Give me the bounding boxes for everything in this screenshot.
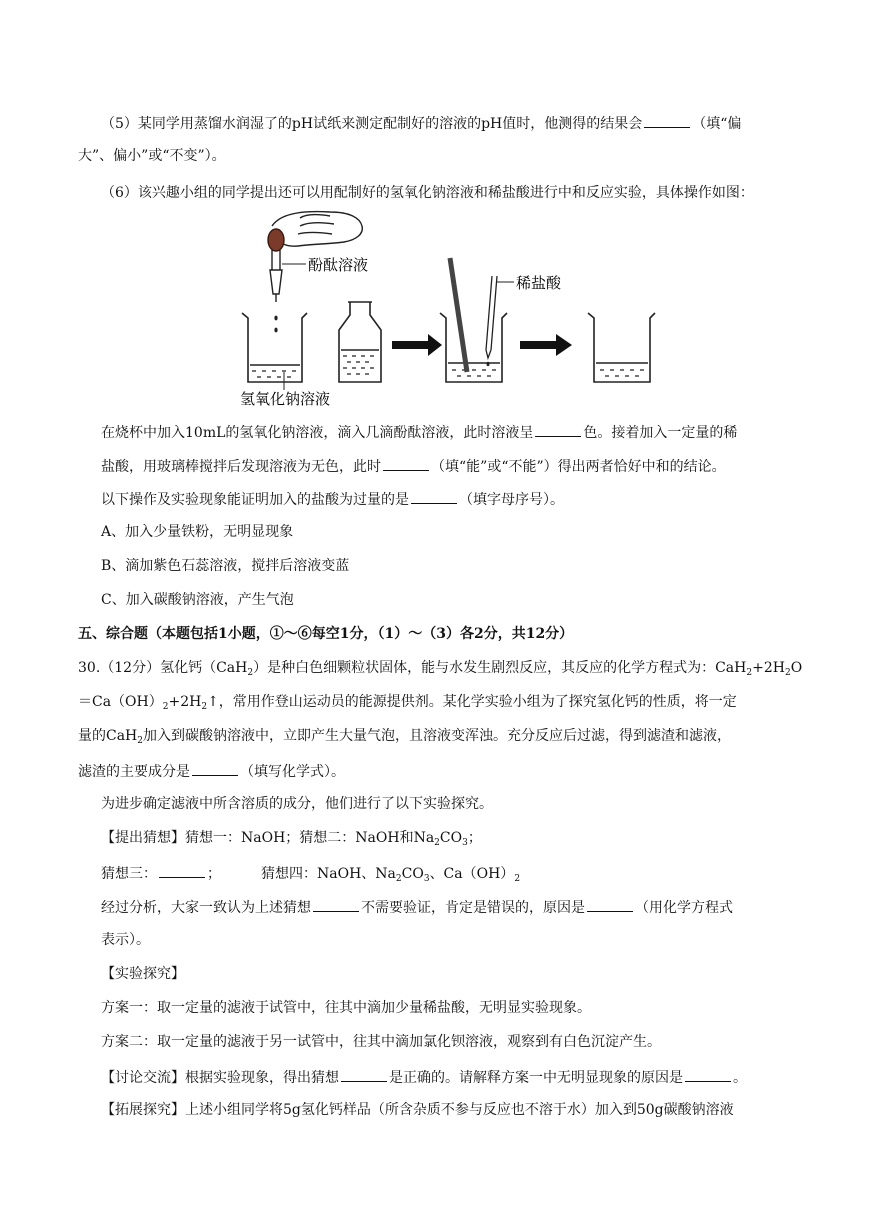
explanation-blank[interactable] — [685, 1066, 731, 1082]
q30-line-3 — [78, 726, 731, 751]
label-dilute-hcl: 稀盐酸 — [516, 274, 562, 292]
q6-p1-text-a: 在烧杯中加入10mL的氢氧化钠溶液，滴入几滴酚酞溶液，此时溶液呈 — [101, 425, 534, 441]
plan-2: 方案二：取一定量的滤液于另一试管中，往其中滴加氯化钡溶液，观察到有白色沉淀产生。 — [101, 1034, 661, 1050]
option-b: B、滴加紫色石蕊溶液，搅拌后溶液变蓝 — [101, 558, 350, 574]
q30-l4-a: 滤渣的主要成分是 — [78, 764, 190, 780]
can-answer-blank[interactable] — [383, 455, 429, 471]
q30-l1-a: 30.（12分）氢化钙（CaH — [78, 660, 248, 676]
q5-text-b: （填“偏 — [692, 116, 742, 132]
q6-para-line-2 — [101, 455, 726, 477]
disc-b: 是正确的。请解释方案一中无明显现象的原因是 — [389, 1070, 683, 1086]
q30-l2-a: ＝Ca（OH） — [78, 694, 163, 710]
beaker-3 — [588, 313, 655, 382]
subscript: 2 — [137, 736, 144, 746]
hyp-l2-a: 猜想三： — [101, 866, 157, 882]
q6-p3-text-b: （填字母序号）。 — [459, 492, 564, 508]
q6-para-line-1 — [101, 421, 737, 443]
subscript: 2 — [162, 702, 169, 712]
q6-p2-text-a: 盐酸，用玻璃棒搅拌后发现溶液为无色，此时 — [101, 459, 381, 475]
q30-l2-b: +2H — [168, 694, 202, 710]
q30-l1-c: +2H — [752, 660, 785, 676]
subscript: 2 — [434, 838, 440, 848]
label-naoh-solution: 氢氧化钠溶液 — [240, 390, 331, 408]
subscript: 2 — [784, 668, 791, 678]
section-5-heading: 五、综合题（本题包括1小题，①～⑥每空1分，（1）～（3）各2分，共12分） — [78, 626, 574, 642]
q30-l3-b: 加入到碳酸钠溶液中，立即产生大量气泡，且溶液变浑浊。充分反应后过滤，得到滤渣和滤液， — [143, 728, 732, 744]
subscript: 3 — [462, 838, 468, 848]
color-answer-blank[interactable] — [535, 421, 581, 437]
q30-l1-d: O — [790, 660, 803, 676]
hyp-l2-e: 、Ca（OH） — [429, 866, 515, 882]
disc-a: 【讨论交流】根据实验现象，得出猜想 — [101, 1070, 339, 1086]
option-c: C、加入碳酸钠溶液，产生气泡 — [101, 592, 294, 608]
subscript: 2 — [746, 668, 753, 678]
q6-p3-text-a: 以下操作及实验现象能证明加入的盐酸为过量的是 — [101, 492, 409, 508]
option-a: A、加入少量铁粉，无明显现象 — [101, 524, 294, 540]
hypothesis-line-1 — [101, 828, 482, 853]
subscript: 2 — [201, 702, 208, 712]
hyp-l2-b: ； — [207, 866, 221, 882]
q6-p2-text-b: （填“能”或“不能”）得出两者恰好中和的结论。 — [431, 459, 726, 475]
hypothesis-line-2 — [101, 862, 520, 889]
ana-a: 经过分析，大家一致认为上述猜想 — [101, 900, 311, 916]
q5-line-2: 大”、偏小”或“不变”）。 — [78, 148, 226, 164]
beaker-2 — [440, 313, 507, 382]
subscript: 2 — [247, 668, 254, 678]
ana-b: 不需要验证，肯定是错误的，原因是 — [361, 900, 585, 916]
arrow-right-icon — [392, 334, 442, 356]
q6-para-line-3 — [101, 488, 564, 510]
analysis-line-2: 表示）。 — [101, 932, 150, 948]
wrong-hypothesis-blank[interactable] — [313, 896, 359, 912]
reason-equation-blank[interactable] — [587, 896, 633, 912]
analysis-line-1 — [101, 896, 733, 918]
residue-answer-blank[interactable] — [192, 760, 238, 776]
letter-answer-blank[interactable] — [411, 488, 457, 504]
subscript: 3 — [423, 874, 430, 884]
disc-c: 。 — [733, 1070, 747, 1086]
ana-c: （用化学方程式 — [635, 900, 733, 916]
hyp-l2-c: 猜想四：NaOH、Na — [261, 866, 396, 882]
subscript: 2 — [395, 874, 402, 884]
discussion-line — [101, 1066, 747, 1088]
q6-intro: （6）该兴趣小组的同学提出还可以用配制好的氢氧化钠溶液和稀盐酸进行中和反应实验，具体操作如图： — [101, 185, 754, 201]
q5-text-a: （5）某同学用蒸馏水润湿了的pH试纸来测定配制好的溶液的pH值时，他测得的结果会 — [101, 116, 643, 132]
q30-l1-b: ）是种白色细颗粒状固体，能与水发生剧烈反应，其反应的化学方程式为：CaH — [253, 660, 747, 676]
hyp-l1-c: ； — [467, 830, 482, 846]
q6-p1-text-b: 色。接着加入一定量的稀 — [583, 425, 738, 441]
plan-1: 方案一：取一定量的滤液于试管中，往其中滴加少量稀盐酸，无明显实验现象。 — [101, 1000, 591, 1016]
hyp-l1-a: 【提出猜想】猜想一：NaOH；猜想二：NaOH和Na — [101, 830, 435, 846]
q30-line-4 — [78, 760, 345, 782]
q30-line-5: 为进步确定滤液中所含溶质的成分，他们进行了以下实验探究。 — [101, 796, 493, 812]
q30-l3-a: 量的CaH — [78, 728, 138, 744]
hypothesis-3-blank[interactable] — [159, 862, 205, 878]
q30-l2-c: ↑，常用作登山运动员的能源提供剂。某化学实验小组为了探究氢化钙的性质，将一定 — [207, 694, 737, 710]
q30-l4-b: （填写化学式）。 — [240, 764, 345, 780]
q30-line-2 — [78, 692, 737, 717]
beaker-1 — [242, 313, 307, 382]
label-phenolphthalein: 酚酞溶液 — [308, 256, 369, 274]
q30-line-1 — [78, 658, 802, 683]
correct-hypothesis-blank[interactable] — [341, 1066, 387, 1082]
arrow-right-icon — [520, 334, 572, 356]
hyp-l1-b: CO — [439, 830, 463, 846]
extension-line: 【拓展探究】上述小组同学将5g氢化钙样品（所含杂质不参与反应也不溶于水）加入到50g碳酸钠溶液 — [101, 1102, 734, 1118]
dropper-hcl — [486, 276, 497, 366]
reagent-bottle — [339, 302, 381, 382]
hyp-l2-d: CO — [401, 866, 424, 882]
experiment-heading: 【实验探究】 — [101, 966, 185, 982]
glass-rod — [450, 258, 467, 372]
subscript: 2 — [514, 874, 521, 884]
